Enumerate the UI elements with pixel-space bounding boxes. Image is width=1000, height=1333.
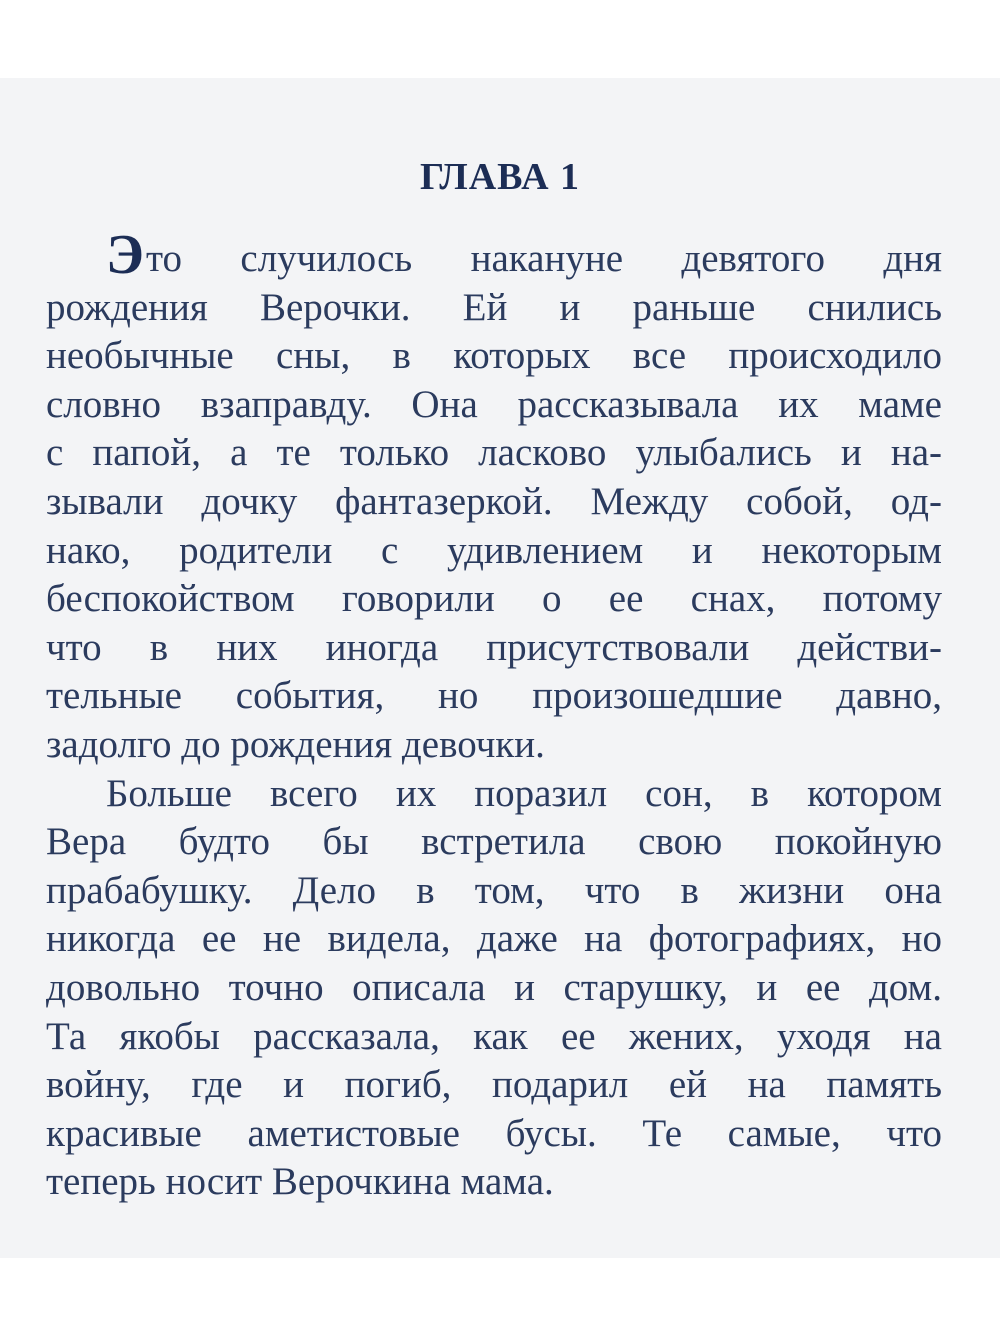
text-line: теперь носит Верочкина мама. <box>46 1160 554 1204</box>
text-line: войну, где и погиб, подарил ей на память <box>46 1063 942 1107</box>
chapter-title: ГЛАВА 1 <box>419 156 581 198</box>
text-line: Вера будто бы встретила свою покойную <box>46 820 942 864</box>
chapter-text <box>46 224 942 1207</box>
text-line: зывали дочку фантазеркой. Между собой, од- <box>46 479 942 523</box>
text-line: прабабушку. Дело в том, что в жизни она <box>46 868 942 912</box>
text-line: красивые аметистовые бусы. Те самые, что <box>46 1111 942 1155</box>
text-line: задолго до рождения девочки. <box>46 722 545 766</box>
text-line: Та якобы рассказала, как ее жених, уходя на <box>46 1014 942 1058</box>
drop-cap: Э <box>106 224 144 286</box>
text-line: необычные сны, в которых все происходило <box>46 334 942 378</box>
text-line: довольно точно описала и старушку, и ее дом. <box>46 965 942 1009</box>
paragraph-2 <box>46 770 942 1207</box>
text-line-content: то случилось накануне девятого дня <box>145 237 942 280</box>
text-line: словно взаправду. Она рассказывала их маме <box>46 382 942 426</box>
text-line: с папой, а те только ласково улыбались и на- <box>46 431 942 475</box>
text-line: нако, родители с удивлением и некоторым <box>46 528 942 572</box>
text-line: рождения Верочки. Ей и раньше снились <box>46 285 942 329</box>
text-line: Больше всего их поразил сон, в котором <box>106 771 942 815</box>
paragraph-1 <box>46 224 942 770</box>
text-line: что в них иногда присутствовали действи- <box>46 625 942 669</box>
text-line: никогда ее не видела, даже на фотографиях, но <box>46 917 942 961</box>
text-line: тельные события, но произошедшие давно, <box>46 674 942 718</box>
text-line <box>46 224 942 286</box>
text-line: беспокойством говорили о ее снах, потому <box>46 577 942 621</box>
